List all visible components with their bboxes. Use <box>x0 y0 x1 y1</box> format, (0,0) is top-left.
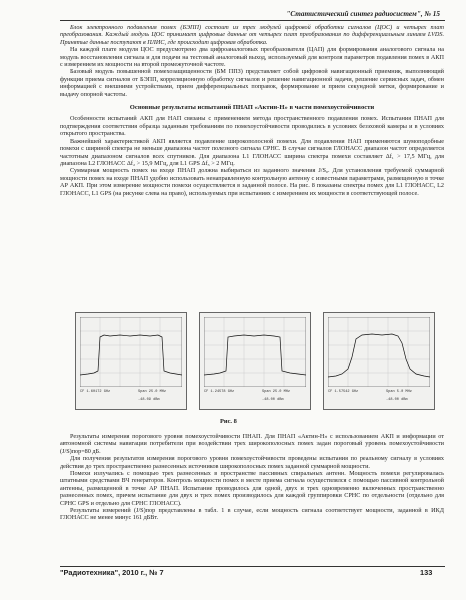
running-header: "Статистический синтез радиосистем", № 15 <box>286 10 440 18</box>
span-label: Span 5.0 MHz <box>386 390 412 394</box>
section-title: Основные результаты испытаний ПНАП «Актин-Н» в части помехоустойчивости <box>129 104 375 112</box>
paragraph: Суммарная мощность помех на входе ПНАП должна выбираться из заданного значения J/S₀. Для установления требуемой суммарной мощности помех на входе ПНАП удобно использовать ненаправленную контрольную антенну с известными параметрами, размещенную в точке АР АКП. При этом измерение мощности помехи осуществляется в заданной полосе. На рис. 8 показаны спектры помех для L1 ГЛОНАСС, L2 ГЛОНАСС, L1 GPS (на рисунке слева на право), используемых при испытаниях с измерением их мощности в соответствующей полосе. <box>60 167 444 197</box>
power-readout: -48.09 dBm <box>138 398 160 402</box>
spectrum-plot <box>80 317 182 387</box>
paragraph: Важнейшей характеристикой АКП является подавление широкополосной помехи. Для подавления НАП применяются шумоподобные помехи с шириной спектра не меньше диапазона частот полезного сигнала СРНС. В случае сигналов ГЛОНАСС диапазон частот определяется частотным диапазоном сигналов всех спутников. Для диапазона L1 ГЛОНАСС ширина спектра помехи составляет Δf₁ > 17,5 МГц, для диапазона L2 ГЛОНАСС Δf₂ > 15,9 МГц, для L1 GPS Δf₃ > 2 МГц. <box>60 137 444 167</box>
spectrum-plot <box>328 317 430 387</box>
paragraph: Помехи излучались с помощью трех разнесенных в пространстве пассивных спиральных антенн. Мощность помехи регулировалась штатными средствами ВЧ генераторов. Контроль мощности помех в месте приема сигнала осуществлялся с помощью пассивной контрольной антенны, размещенной в точке АР ПНАП. Испытание проводилось для одной, двух и трех одновременно включенных пространственно разнесенных помех, причем испытание для двух и трех помех производилось для каждой группировки СРНС по отдельности (отдельно для СРНС GPS и отдельно для СРНС ГЛОНАСС). <box>60 470 444 507</box>
page-number: 133 <box>420 568 433 577</box>
paragraph: Для получения результатов измерения порогового уровня помехоустойчивости проведены испытания по реальному сигналу в условиях действия до трех пространственно разнесенных источников широкополосных помех заданной суммарной мощности. <box>60 455 444 470</box>
figure-8 <box>75 312 445 416</box>
center-frequency-label: CF 1.24578 GHz <box>204 390 235 394</box>
figure-caption: Рис. 8 <box>220 418 237 425</box>
spectrum-panel-glonass-l2 <box>199 312 311 410</box>
footer-rule <box>60 566 445 567</box>
paragraph: Базовый модуль повышенной помехозащищенности (БМ ППЗ) представляет собой цифровой навигационный приемник, выполняющий функции приема сигналов от БЭПП, корреляционную обработку сигналов и решение навигационной задачи, решение сервисных задач, обмен информацией с внешними устройствами, прием дифференциальных поправок, формирование и прием секундной метки, формирование и выдачу опорной частоты. <box>60 68 444 98</box>
article-body-top <box>60 24 444 197</box>
span-label: Span 25.0 MHz <box>262 390 291 394</box>
paragraph: Результаты измерения порогового уровня помехоустойчивости ПНАП. Для ПНАП «Актин-Н» с использованием АКП и информации от автономной системы навигации потребители при воздействии трех широкополосных помех задан пороговый уровень помехоустойчивости (J/S)пор=80 дБ. <box>60 433 444 455</box>
center-frequency-label: CF 1.57542 GHz <box>328 390 359 394</box>
power-readout: -48.00 dBm <box>386 398 408 402</box>
center-frequency-label: CF 1.60172 GHz <box>80 390 111 394</box>
journal-footer: "Радиотехника", 2010 г., № 7 <box>60 568 164 577</box>
article-body-bottom <box>60 433 444 522</box>
spectrum-panel-glonass-l1 <box>75 312 187 410</box>
paragraph: Особенности испытаний АКП для НАП связаны с применением метода пространственного подавления помех. Испытания ПНАП для подтверждения соответствия образца заданным требованиям по помехоустойчивости проводились в условиях безэховой камеры и в условиях открытого пространства. <box>60 115 444 138</box>
paragraph: Блок электронного подавления помех (БЭПП) состоит из трех модулей цифровой обработки сигналов (ЦОС) и четырех плат преобразования. Каждый модуль ЦОС принимает цифровые данные от четырех плат преобразования по дифференциальным линиям LVDS. Принятые данные поступают в ПЛИС, где происходит цифровая обработка. <box>60 24 444 46</box>
header-rule <box>60 20 445 21</box>
span-label: Span 25.0 MHz <box>138 390 167 394</box>
spectrum-panel-gps-l1 <box>323 312 435 410</box>
paragraph: На каждой плате модуля ЦОС предусмотрено два цифроаналоговых преобразователя (ЦАП) для формирования аналогового сигнала на модуль восстановления сигнала и для подачи на тестовый аналоговый выход, используемый для контроля параметров подавления помех в АКП с измерением их мощности на второй промежуточной частоте. <box>60 46 444 69</box>
power-readout: -48.00 dBm <box>262 398 284 402</box>
spectrum-plot <box>204 317 306 387</box>
paragraph: Результаты измерений (J/S)пор представлены в табл. 1 в случае, если мощность сигнала соответствует мощности, заданной в ИКД ГЛОНАСС не менее минус 161 дБВт. <box>60 507 444 522</box>
